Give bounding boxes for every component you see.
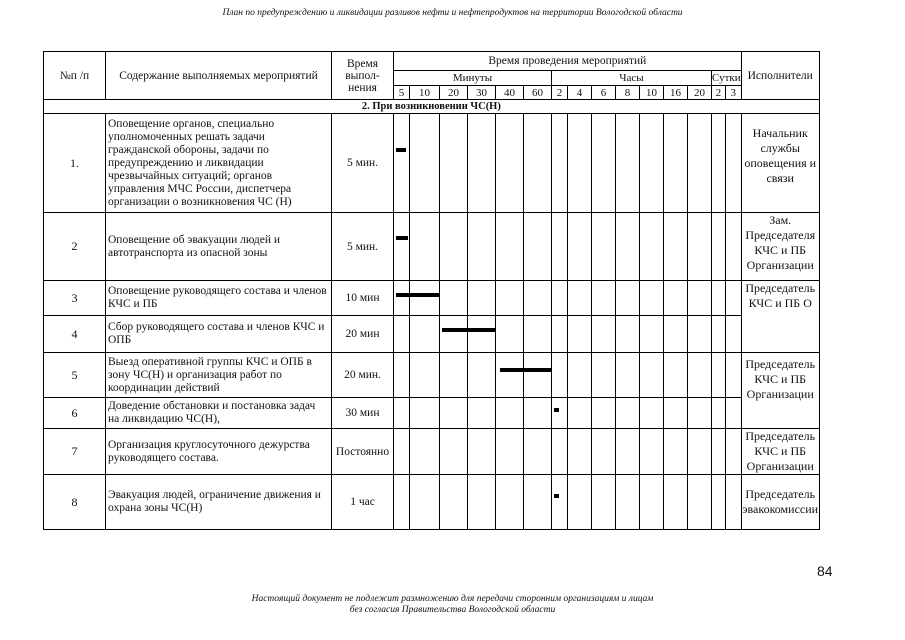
footer-line-2: без согласия Правительства Вологодской области <box>349 605 556 615</box>
schedule-cell <box>496 475 524 530</box>
schedule-cell <box>410 429 440 475</box>
schedule-cell <box>552 281 568 316</box>
schedule-cell <box>664 475 688 530</box>
schedule-cell <box>712 316 726 353</box>
schedule-cell <box>616 475 640 530</box>
section-title: 2. При возникновении ЧС(Н) <box>44 100 820 114</box>
row-duration: 20 мин <box>332 316 394 353</box>
time-tick: 20 <box>440 86 468 100</box>
row-duration: 20 мин. <box>332 353 394 398</box>
time-tick: 4 <box>568 86 592 100</box>
table-row <box>44 316 820 353</box>
row-number: 7 <box>44 429 106 475</box>
schedule-cell <box>468 114 496 213</box>
schedule-cell <box>496 114 524 213</box>
schedule-cell <box>468 475 496 530</box>
schedule-cell <box>496 316 524 353</box>
row-content: Доведение обстановки и постановка задач на ликвидацию ЧС(Н), <box>106 398 332 429</box>
schedule-cell <box>524 475 552 530</box>
schedule-cell <box>468 213 496 281</box>
schedule-cell <box>440 281 468 316</box>
schedule-bar <box>396 236 408 240</box>
row-executor: Председатель эвакокомиссии <box>741 475 819 530</box>
row-executor: Зам. Председателя КЧС и ПБ Организации <box>741 213 819 281</box>
schedule-cell <box>496 281 524 316</box>
page-footer <box>0 594 905 616</box>
schedule-cell <box>640 429 664 475</box>
schedule-cell <box>394 353 410 398</box>
schedule-cell <box>524 114 552 213</box>
schedule-table <box>43 51 820 530</box>
time-tick: 60 <box>524 86 552 100</box>
group-hours: Часы <box>552 71 712 86</box>
schedule-cell <box>592 475 616 530</box>
schedule-cell <box>664 281 688 316</box>
row-number: 5 <box>44 353 106 398</box>
row-duration: 30 мин <box>332 398 394 429</box>
schedule-cell <box>394 429 410 475</box>
schedule-cell <box>552 316 568 353</box>
schedule-cell <box>725 281 741 316</box>
schedule-cell <box>552 353 568 398</box>
schedule-cell <box>440 353 468 398</box>
schedule-cell <box>725 353 741 398</box>
schedule-cell <box>568 353 592 398</box>
col-header-executor: Исполнители <box>741 52 819 100</box>
row-content: Эвакуация людей, ограничение движения и охрана зоны ЧС(Н) <box>106 475 332 530</box>
schedule-cell <box>410 475 440 530</box>
schedule-cell <box>688 429 712 475</box>
schedule-cell <box>592 353 616 398</box>
schedule-cell <box>568 281 592 316</box>
row-number: 6 <box>44 398 106 429</box>
time-tick: 30 <box>468 86 496 100</box>
schedule-cell <box>394 475 410 530</box>
page-header: План по предупреждению и ликвидации разливов нефти и нефтепродуктов на территории Вологодской области <box>222 8 683 18</box>
schedule-cell <box>712 353 726 398</box>
schedule-cell <box>664 429 688 475</box>
row-content: Сбор руководящего состава и членов КЧС и ОПБ <box>106 316 332 353</box>
table-row <box>44 213 820 281</box>
schedule-cell <box>725 429 741 475</box>
schedule-cell <box>592 114 616 213</box>
schedule-cell <box>440 213 468 281</box>
schedule-bar <box>442 328 496 332</box>
row-content: Оповещение об эвакуации людей и автотранспорта из опасной зоны <box>106 213 332 281</box>
table-row <box>44 353 820 398</box>
row-number: 8 <box>44 475 106 530</box>
schedule-cell <box>725 213 741 281</box>
schedule-cell <box>640 213 664 281</box>
row-number: 3 <box>44 281 106 316</box>
time-tick: 2 <box>552 86 568 100</box>
time-tick: 10 <box>410 86 440 100</box>
schedule-cell <box>496 429 524 475</box>
schedule-cell <box>568 213 592 281</box>
schedule-cell <box>440 114 468 213</box>
schedule-cell <box>568 114 592 213</box>
schedule-cell <box>616 353 640 398</box>
schedule-cell <box>496 398 524 429</box>
schedule-bar <box>396 148 407 152</box>
schedule-bar <box>500 368 552 372</box>
schedule-cell <box>640 281 664 316</box>
row-duration: 10 мин <box>332 281 394 316</box>
schedule-cell <box>688 281 712 316</box>
schedule-cell <box>468 316 496 353</box>
schedule-cell <box>524 281 552 316</box>
row-duration: 5 мин. <box>332 213 394 281</box>
time-tick: 40 <box>496 86 524 100</box>
time-tick: 10 <box>640 86 664 100</box>
col-header-duration: Время выпол- нения <box>332 52 394 100</box>
schedule-cell <box>394 398 410 429</box>
schedule-cell <box>640 114 664 213</box>
schedule-cell <box>688 114 712 213</box>
schedule-cell <box>712 398 726 429</box>
row-duration: 5 мин. <box>332 114 394 213</box>
schedule-cell <box>616 281 640 316</box>
schedule-cell <box>440 316 468 353</box>
row-number: 4 <box>44 316 106 353</box>
schedule-cell <box>524 398 552 429</box>
schedule-cell <box>616 213 640 281</box>
schedule-cell <box>616 398 640 429</box>
time-tick: 8 <box>616 86 640 100</box>
schedule-cell <box>524 353 552 398</box>
schedule-cell <box>568 475 592 530</box>
row-content: Выезд оперативной группы КЧС и ОПБ в зону ЧС(Н) и организация работ по координации действий <box>106 353 332 398</box>
schedule-cell <box>592 213 616 281</box>
schedule-bar <box>396 293 440 297</box>
time-tick: 2 <box>712 86 726 100</box>
schedule-cell <box>410 213 440 281</box>
schedule-cell <box>410 398 440 429</box>
schedule-cell <box>664 213 688 281</box>
row-content: Оповещение руководящего состава и членов КЧС и ПБ <box>106 281 332 316</box>
col-header-number: №п /п <box>44 52 106 100</box>
col-header-content: Содержание выполняемых мероприятий <box>106 52 332 100</box>
row-executor: Председатель КЧС и ПБ Организации <box>741 353 819 429</box>
row-executor: Председатель КЧС и ПБ Организации <box>741 429 819 475</box>
row-duration: Постоянно <box>332 429 394 475</box>
schedule-cell <box>524 429 552 475</box>
schedule-cell <box>552 398 568 429</box>
schedule-cell <box>440 398 468 429</box>
schedule-cell <box>440 429 468 475</box>
schedule-cell <box>725 316 741 353</box>
row-duration: 1 час <box>332 475 394 530</box>
table-row <box>44 429 820 475</box>
schedule-cell <box>725 114 741 213</box>
page-number: 84 <box>817 563 833 579</box>
schedule-cell <box>552 475 568 530</box>
schedule-cell <box>394 281 410 316</box>
schedule-cell <box>616 316 640 353</box>
schedule-cell <box>552 429 568 475</box>
schedule-cell <box>712 213 726 281</box>
schedule-cell <box>712 475 726 530</box>
group-days: Сутки <box>712 72 741 84</box>
schedule-cell <box>640 475 664 530</box>
schedule-cell <box>440 475 468 530</box>
schedule-cell <box>664 398 688 429</box>
schedule-cell <box>688 213 712 281</box>
schedule-cell <box>640 353 664 398</box>
schedule-cell <box>592 316 616 353</box>
schedule-cell <box>524 316 552 353</box>
time-tick: 6 <box>592 86 616 100</box>
schedule-cell <box>524 213 552 281</box>
schedule-cell <box>410 316 440 353</box>
schedule-cell <box>468 353 496 398</box>
footer-line-1: Настоящий документ не подлежит размножению для передачи сторонним организациям и лицам <box>251 594 654 604</box>
time-tick: 3 <box>725 86 741 100</box>
schedule-cell <box>688 353 712 398</box>
group-minutes: Минуты <box>394 71 552 86</box>
schedule-cell <box>664 316 688 353</box>
schedule-cell <box>496 353 524 398</box>
schedule-cell <box>468 429 496 475</box>
schedule-cell <box>640 316 664 353</box>
table-row <box>44 475 820 530</box>
schedule-cell <box>592 429 616 475</box>
col-header-schedule: Время проведения мероприятий <box>394 52 742 71</box>
schedule-cell <box>568 398 592 429</box>
schedule-cell <box>640 398 664 429</box>
schedule-cell <box>468 281 496 316</box>
time-tick: 20 <box>688 86 712 100</box>
schedule-cell <box>688 316 712 353</box>
schedule-cell <box>468 398 496 429</box>
time-tick: 16 <box>664 86 688 100</box>
schedule-cell <box>394 213 410 281</box>
schedule-cell <box>568 429 592 475</box>
schedule-cell <box>496 213 524 281</box>
schedule-cell <box>592 398 616 429</box>
schedule-cell <box>616 114 640 213</box>
schedule-cell <box>688 398 712 429</box>
table-row <box>44 114 820 213</box>
table-row <box>44 281 820 316</box>
schedule-cell <box>410 353 440 398</box>
row-number: 2 <box>44 213 106 281</box>
schedule-cell <box>725 475 741 530</box>
row-content: Оповещение органов, специально уполномоченных решать задачи гражданской обороны, задачи по предупреждению и ликвидации чрезвычайных ситуаций; органов управления МЧС России, диспетчера организации о возникновения ЧС (Н) <box>106 114 332 213</box>
schedule-cell <box>712 114 726 213</box>
schedule-cell <box>712 281 726 316</box>
schedule-cell <box>552 213 568 281</box>
row-executor: Председатель КЧС и ПБ О <box>741 281 819 353</box>
row-number: 1. <box>44 114 106 213</box>
schedule-bar <box>554 408 559 412</box>
schedule-cell <box>552 114 568 213</box>
schedule-cell <box>394 316 410 353</box>
schedule-cell <box>394 114 410 213</box>
time-tick: 5 <box>394 86 410 100</box>
schedule-cell <box>664 353 688 398</box>
row-content: Организация круглосуточного дежурства руководящего состава. <box>106 429 332 475</box>
schedule-cell <box>712 429 726 475</box>
schedule-cell <box>664 114 688 213</box>
schedule-cell <box>410 114 440 213</box>
schedule-bar <box>554 494 559 498</box>
schedule-cell <box>410 281 440 316</box>
table-row <box>44 398 820 429</box>
schedule-cell <box>725 398 741 429</box>
schedule-cell <box>568 316 592 353</box>
row-executor: Начальник службы оповещения и связи <box>741 114 819 213</box>
schedule-cell <box>688 475 712 530</box>
schedule-cell <box>616 429 640 475</box>
schedule-cell <box>592 281 616 316</box>
